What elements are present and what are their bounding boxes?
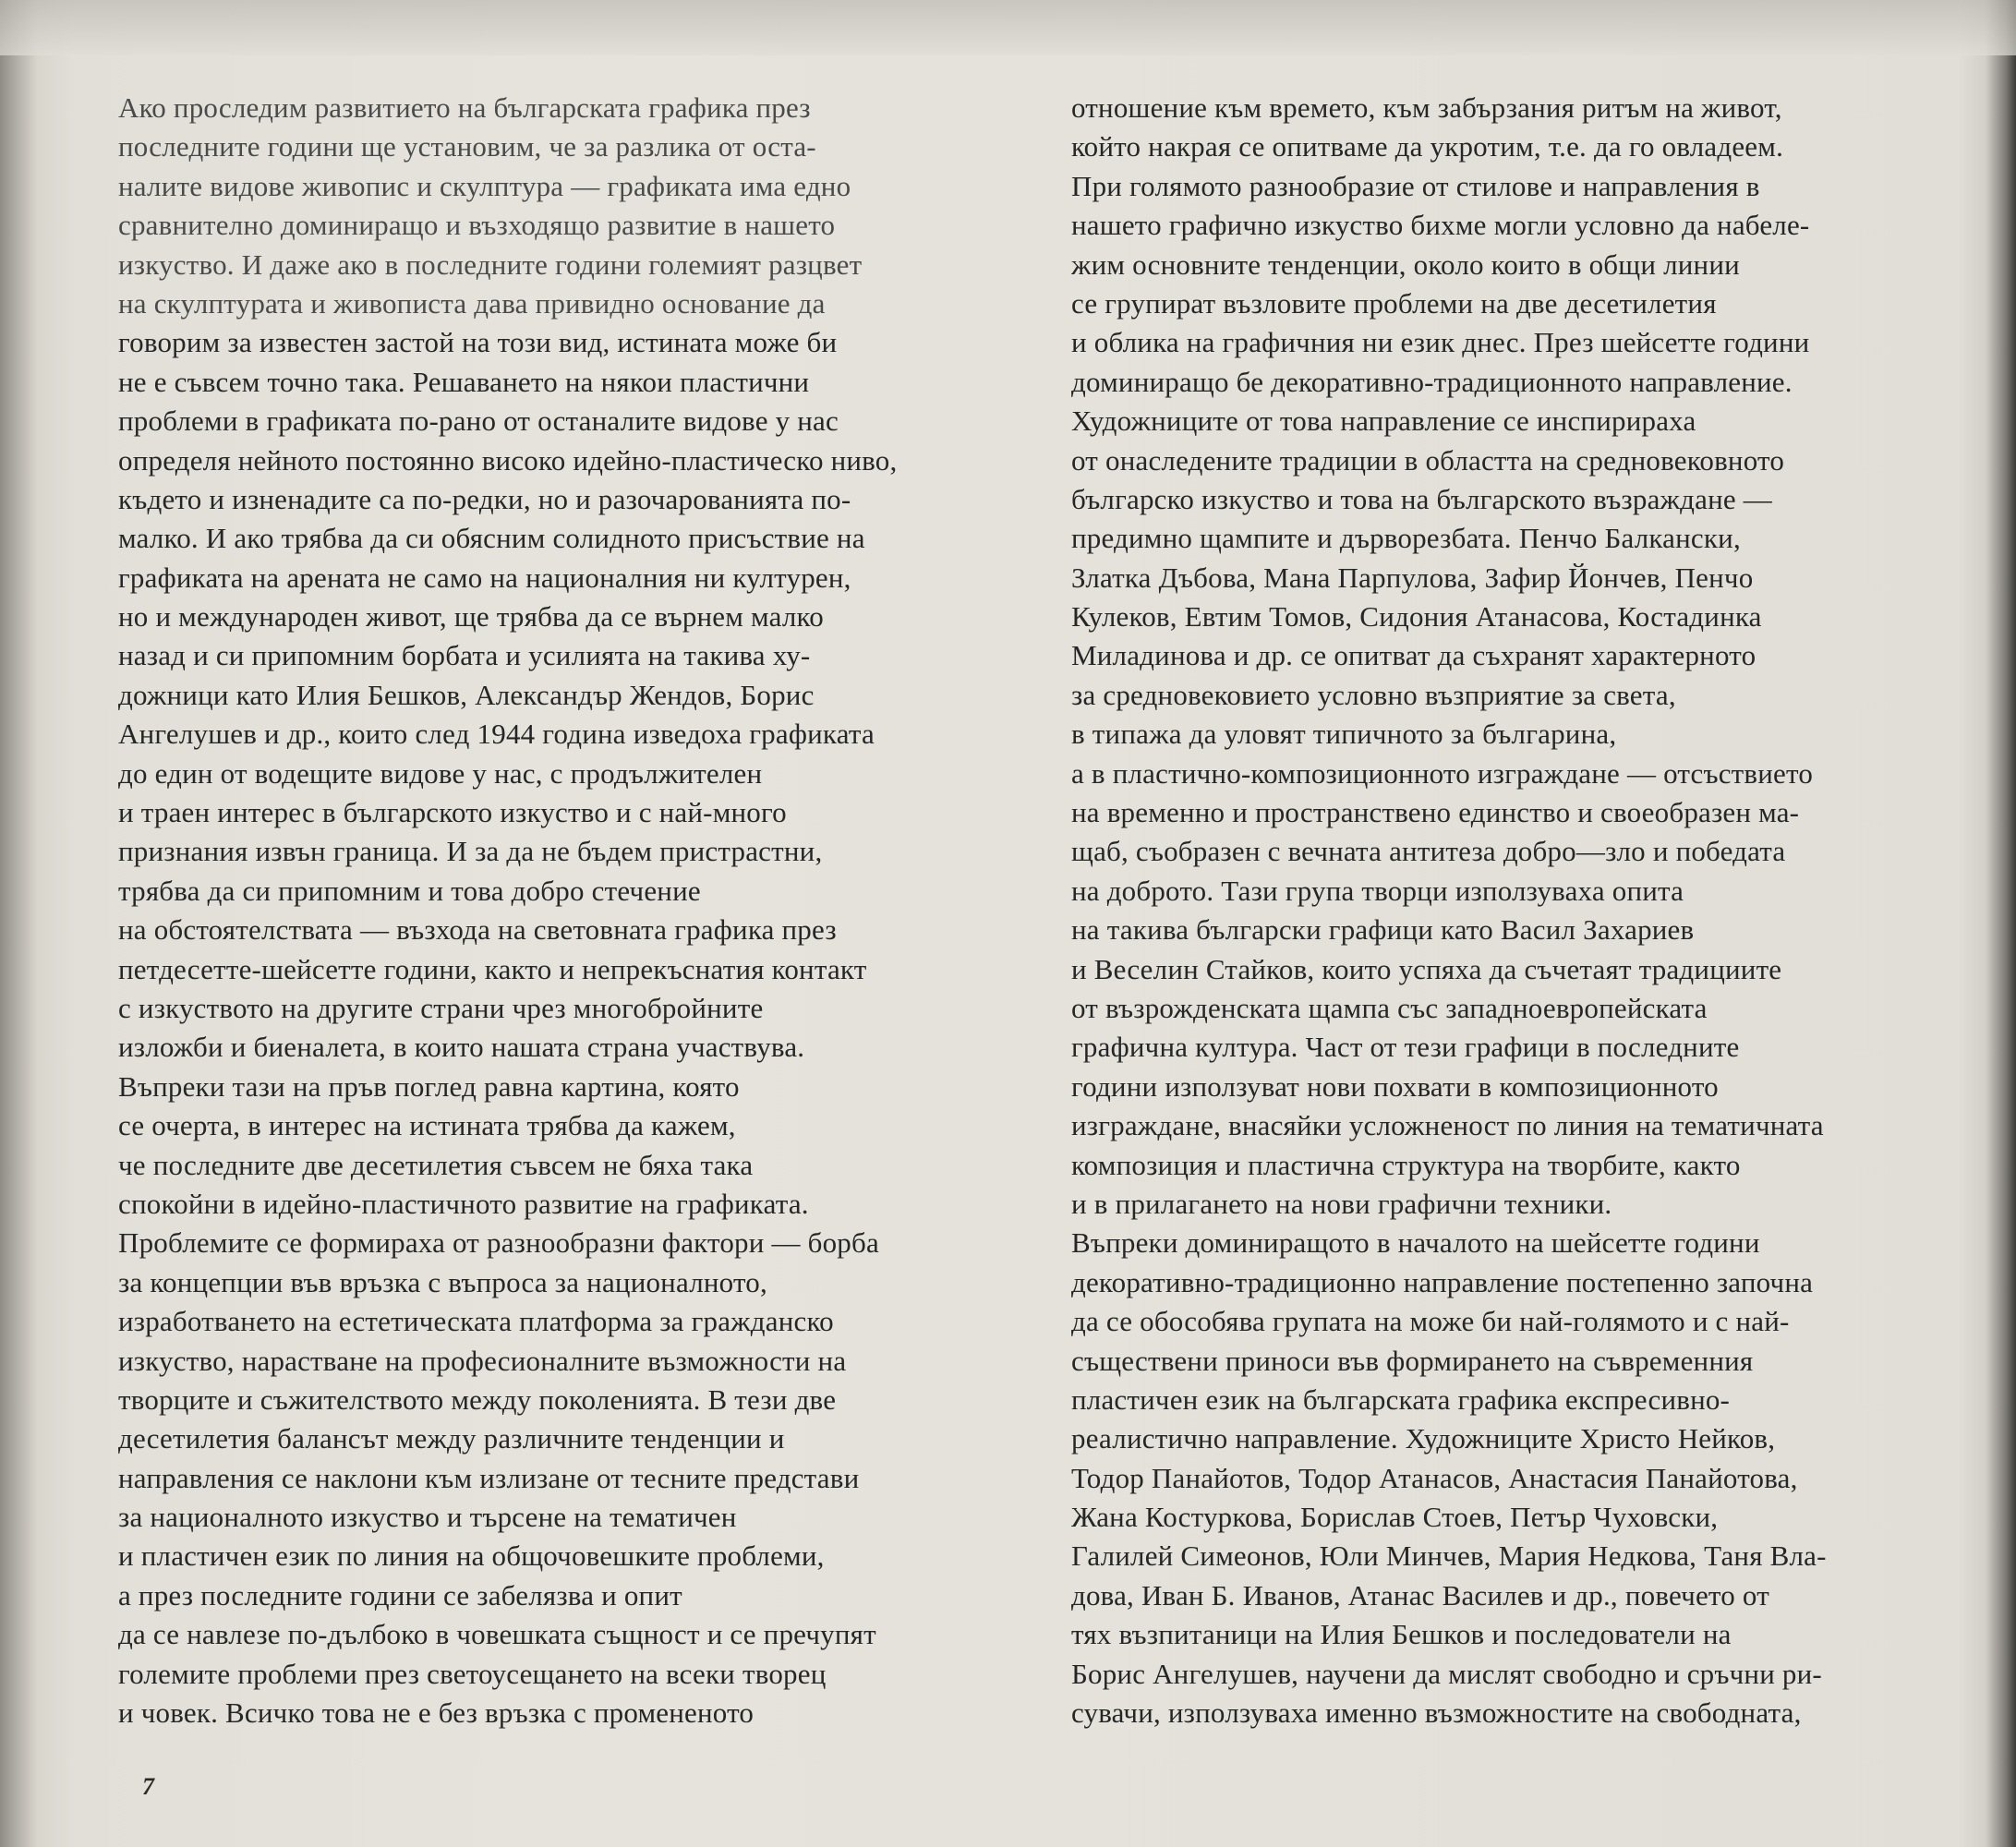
text-line: сравнително доминиращо и възходящо развитие в нашето bbox=[118, 209, 836, 242]
text-line: на доброто. Тази група творци използуваха опита bbox=[1071, 874, 1684, 907]
text-line: доминиращо бе декоративно-традиционното направление. bbox=[1071, 365, 1793, 398]
text-line: трябва да си припомним и това добро стечение bbox=[118, 874, 701, 907]
text-line: налите видове живопис и скулптура — графиката има едно bbox=[118, 169, 851, 202]
text-line: дожници като Илия Бешков, Александър Жендов, Борис bbox=[118, 678, 815, 711]
text-line: до един от водещите видове у нас, с продължителен bbox=[118, 756, 763, 790]
text-line: проблеми в графиката по-рано от останалите видове у нас bbox=[118, 404, 839, 438]
text-line: петдесетте-шейсетте години, както и непрекъснатия контакт bbox=[118, 952, 867, 985]
text-line: щаб, съобразен с вечната антитеза добро—зло и победата bbox=[1071, 835, 1786, 868]
text-line: Галилей Симеонов, Юли Минчев, Мария Недкова, Таня Вла- bbox=[1071, 1539, 1827, 1573]
text-line: а през последните години се забелязва и опит bbox=[118, 1578, 682, 1612]
text-line: изграждане, внасяйки усложненост по линия на тематичната bbox=[1071, 1109, 1824, 1142]
text-line: че последните две десетилетия съвсем не бяха така bbox=[118, 1148, 754, 1181]
text-line: Миладинова и др. се опитват да съхранят характерното bbox=[1071, 639, 1756, 672]
text-line: но и международен живот, ще трябва да се върнем малко bbox=[118, 600, 824, 634]
text-line: признания извън граница. И за да не бъдем пристрастни, bbox=[118, 835, 823, 868]
text-line: малко. И ако трябва да си обясним солидното присъствие на bbox=[118, 522, 865, 555]
text-line: да се обособява групата на може би най-голямото и с най- bbox=[1071, 1305, 1790, 1338]
text-line: големите проблеми през светоусещането на всеки творец bbox=[118, 1657, 827, 1690]
text-line: и облика на графичния ни език днес. През шейсетте години bbox=[1071, 326, 1810, 359]
text-line: Борис Ангелушев, научени да мислят свободно и сръчни ри- bbox=[1071, 1657, 1822, 1690]
text-line: Златка Дъбова, Мана Парпулова, Зафир Йончев, Пенчо bbox=[1071, 561, 1754, 594]
text-line: предимно щампите и дърворезбата. Пенчо Балкански, bbox=[1071, 522, 1741, 555]
text-line: се групират възловите проблеми на две десетилетия bbox=[1071, 286, 1717, 320]
text-line: на временно и пространствено единство и своеобразен ма- bbox=[1071, 796, 1800, 829]
text-line: изкуство. И даже ако в последните години големият разцвет bbox=[118, 247, 863, 281]
text-line: българско изкуство и това на българското възраждане — bbox=[1071, 482, 1772, 515]
text-line: дова, Иван Б. Иванов, Атанас Василев и др., повечето от bbox=[1071, 1578, 1769, 1612]
text-line: графична култура. Част от тези графици в последните bbox=[1071, 1031, 1740, 1064]
text-line: на обстоятелствата — възхода на световната графика през bbox=[118, 913, 837, 947]
text-line: говорим за известен застой на този вид, истината може би bbox=[118, 326, 838, 359]
text-line: спокойни в идейно-пластичното развитие на графиката. bbox=[118, 1187, 809, 1220]
text-line: и траен интерес в българското изкуство и с най-много bbox=[118, 796, 787, 829]
text-line: графиката на арената не само на националния ни културен, bbox=[118, 561, 851, 594]
text-line: последните години ще установим, че за разлика от оста- bbox=[118, 130, 816, 163]
text-line: с изкуството на другите страни чрез многобройните bbox=[118, 991, 764, 1024]
text-line: години използуват нови похвати в композиционното bbox=[1071, 1069, 1719, 1103]
text-line: в типажа да уловят типичното за българина, bbox=[1071, 718, 1617, 751]
text-line: назад и си припомним борбата и усилията на такива ху- bbox=[118, 639, 811, 672]
text-line: Кулеков, Евтим Томов, Сидония Атанасова, Костадинка bbox=[1071, 600, 1762, 634]
text-line: жим основните тенденции, около които в общи линии bbox=[1071, 247, 1740, 281]
text-line: да се навлезе по-дълбоко в човешката същност и се пречупят bbox=[118, 1618, 876, 1651]
text-line: композиция и пластична структура на творбите, както bbox=[1071, 1148, 1741, 1181]
text-line: декоративно-традиционно направление постепенно започна bbox=[1071, 1265, 1814, 1298]
text-line: отношение към времето, към забързания ритъм на живот, bbox=[1071, 91, 1782, 124]
text-line: изложби и биеналета, в които нашата страна участвува. bbox=[118, 1031, 805, 1064]
text-line: от онаследените традиции в областта на средновековното bbox=[1071, 443, 1785, 477]
text-line: който накрая се опитваме да укротим, т.е. да го овладеем. bbox=[1071, 130, 1784, 163]
right-text-column bbox=[1071, 89, 1995, 1732]
text-line: пластичен език на българската графика експресивно- bbox=[1071, 1382, 1731, 1416]
text-line: за средновековието условно възприятие за света, bbox=[1071, 678, 1676, 711]
text-line: сувачи, използуваха именно възможностите на свободната, bbox=[1071, 1696, 1802, 1730]
text-line: изработването на естетическата платформа за гражданско bbox=[118, 1305, 834, 1338]
text-line: Проблемите се формираха от разнообразни фактори — борба bbox=[118, 1226, 879, 1260]
text-line: Тодор Панайотов, Тодор Атанасов, Анастасия Панайотова, bbox=[1071, 1461, 1798, 1494]
text-line: направления се наклони към излизане от тесните представи bbox=[118, 1461, 860, 1494]
text-line: определя нейното постоянно високо идейно-пластическо ниво, bbox=[118, 443, 898, 477]
text-line: Художниците от това направление се инспирираха bbox=[1071, 404, 1696, 438]
text-line: на такива български графици като Васил Захариев bbox=[1071, 913, 1695, 947]
text-line: от възрожденската щампа със западноевропейската bbox=[1071, 991, 1708, 1024]
text-line: тях възпитаници на Илия Бешков и последователи на bbox=[1071, 1618, 1732, 1651]
page-number: 7 bbox=[142, 1773, 154, 1800]
text-line: Въпреки доминиращото в началото на шейсетте години bbox=[1071, 1226, 1760, 1260]
text-line: десетилетия балансът между различните тенденции и bbox=[118, 1422, 785, 1455]
text-line: се очерта, в интерес на истината трябва да кажем, bbox=[118, 1109, 736, 1142]
text-line: Ако проследим развитието на българската графика през bbox=[118, 91, 811, 124]
text-line: на скулптурата и живописта дава привидно основание да bbox=[118, 286, 826, 320]
text-line: не е съвсем точно така. Решаването на някои пластични bbox=[118, 365, 810, 398]
text-line: Ангелушев и др., които след 1944 година изведоха графиката bbox=[118, 718, 875, 751]
text-line: Жана Костуркова, Борислав Стоев, Петър Чуховски, bbox=[1071, 1501, 1719, 1534]
text-line: за националното изкуство и търсене на тематичен bbox=[118, 1501, 737, 1534]
text-line: реалистично направление. Художниците Христо Нейков, bbox=[1071, 1422, 1776, 1455]
text-line: където и изненадите са по-редки, но и разочарованията по- bbox=[118, 482, 851, 515]
text-line: и човек. Всичко това не е без връзка с промененото bbox=[118, 1696, 754, 1730]
text-line: и пластичен език по линия на общочовешките проблеми, bbox=[118, 1539, 825, 1573]
text-line: Въпреки тази на пръв поглед равна картина, която bbox=[118, 1069, 740, 1103]
text-line: и в прилагането на нови графични техники. bbox=[1071, 1187, 1612, 1220]
text-line: нашето графично изкуство бихме могли условно да набеле- bbox=[1071, 209, 1810, 242]
text-line: а в пластично-композиционното изграждане — отсъствието bbox=[1071, 756, 1814, 790]
text-line: При голямото разнообразие от стилове и направления в bbox=[1071, 169, 1760, 202]
text-line: съществени приноси във формирането на съвременния bbox=[1071, 1344, 1754, 1377]
text-line: творците и съжителството между поколенията. В тези две bbox=[118, 1382, 837, 1416]
text-line: за концепции във връзка с въпроса за националното, bbox=[118, 1265, 767, 1298]
left-text-column bbox=[118, 89, 1042, 1732]
text-line: и Веселин Стайков, които успяха да съчетаят традициите bbox=[1071, 952, 1782, 985]
text-line: изкуство, нарастване на професионалните възможности на bbox=[118, 1344, 847, 1377]
